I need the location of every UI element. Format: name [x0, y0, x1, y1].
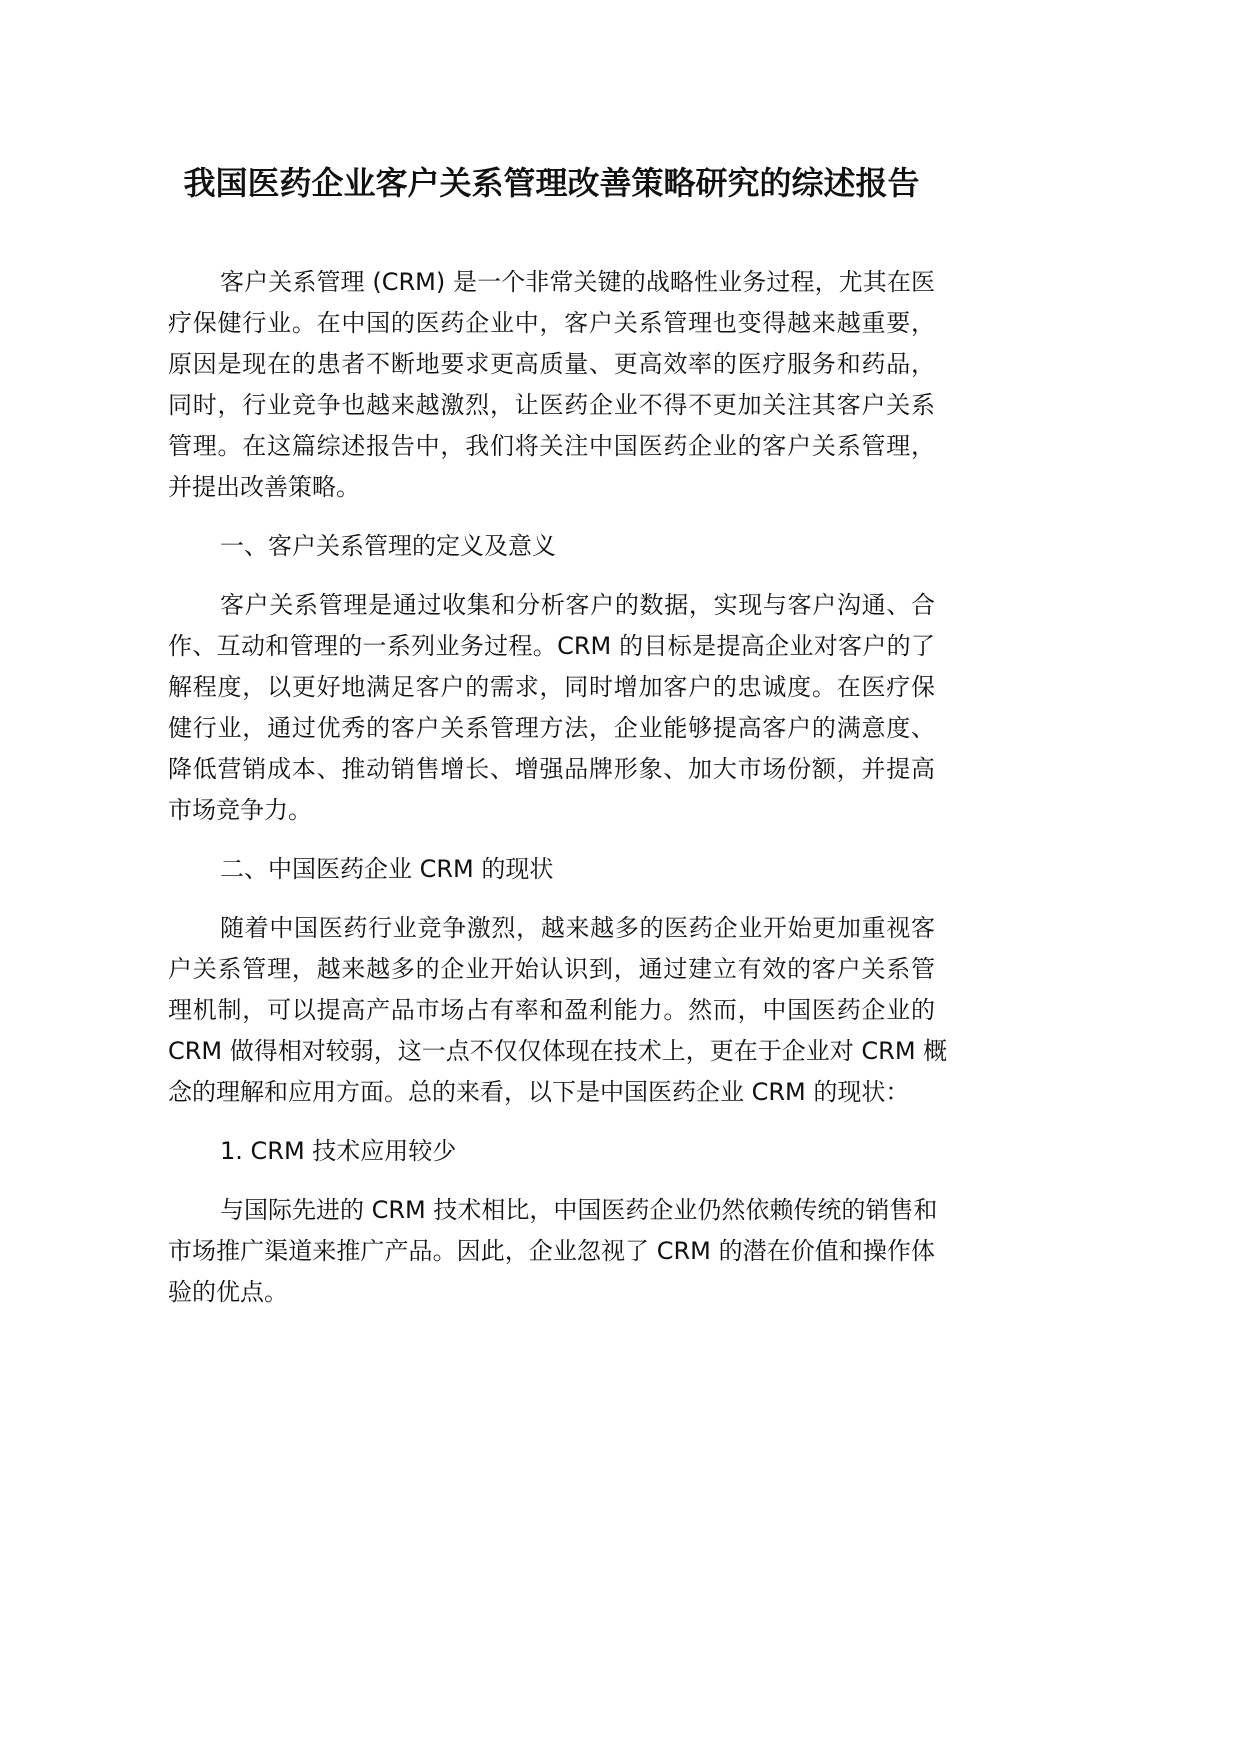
paragraph-line: 户关系管理，越来越多的企业开始认识到，通过建立有效的客户关系管	[168, 955, 935, 983]
paragraph-line: 客户关系管理是通过收集和分析客户的数据，实现与客户沟通、合	[220, 591, 935, 619]
paragraph-line: 解程度，以更好地满足客户的需求，同时增加客户的忠诚度。在医疗保	[168, 673, 935, 701]
paragraph-line: 并提出改善策略。	[168, 473, 360, 501]
paragraph-line: 市场竞争力。	[168, 796, 312, 824]
subsection-paragraph	[168, 1190, 938, 1313]
paragraph-line: 健行业，通过优秀的客户关系管理方法，企业能够提高客户的满意度、	[168, 714, 935, 742]
section-heading: 一、客户关系管理的定义及意义	[220, 532, 556, 560]
intro-paragraph	[168, 262, 935, 508]
document-title: 我国医药企业客户关系管理改善策略研究的综述报告	[183, 164, 920, 202]
paragraph-line: 管理。在这篇综述报告中，我们将关注中国医药企业的客户关系管理，	[168, 432, 935, 460]
paragraph-line: 念的理解和应用方面。总的来看，以下是中国医药企业 CRM 的现状：	[168, 1078, 910, 1106]
paragraph-line: 降低营销成本、推动销售增长、增强品牌形象、加大市场份额，并提高	[168, 755, 935, 783]
paragraph-line: 作、互动和管理的一系列业务过程。CRM 的目标是提高企业对客户的了	[168, 632, 935, 660]
paragraph-line: CRM 做得相对较弱，这一点不仅仅体现在技术上，更在于企业对 CRM 概	[168, 1037, 948, 1065]
paragraph-line: 客户关系管理 (CRM) 是一个非常关键的战略性业务过程，尤其在医	[220, 268, 935, 296]
subsection-heading: 1. CRM 技术应用较少	[220, 1137, 457, 1165]
section-heading: 二、中国医药企业 CRM 的现状	[220, 855, 554, 883]
paragraph-line: 理机制，可以提高产品市场占有率和盈利能力。然而，中国医药企业的	[168, 996, 935, 1024]
text-column	[168, 146, 948, 1313]
paragraph-line: 随着中国医药行业竞争激烈，越来越多的医药企业开始更加重视客	[220, 914, 935, 942]
paragraph-line: 原因是现在的患者不断地要求更高质量、更高效率的医疗服务和药品，	[168, 350, 935, 378]
status-paragraph	[168, 908, 948, 1113]
paragraph-line: 验的优点。	[168, 1278, 288, 1306]
paragraph-line: 市场推广渠道来推广产品。因此，企业忽视了 CRM 的潜在价值和操作体	[168, 1237, 935, 1265]
paragraph-line: 疗保健行业。在中国的医药企业中，客户关系管理也变得越来越重要，	[168, 309, 935, 337]
paragraph-line: 同时，行业竞争也越来越激烈，让医药企业不得不更加关注其客户关系	[168, 391, 935, 419]
definition-paragraph	[168, 585, 935, 831]
paragraph-line: 与国际先进的 CRM 技术相比，中国医药企业仍然依赖传统的销售和	[220, 1196, 938, 1224]
